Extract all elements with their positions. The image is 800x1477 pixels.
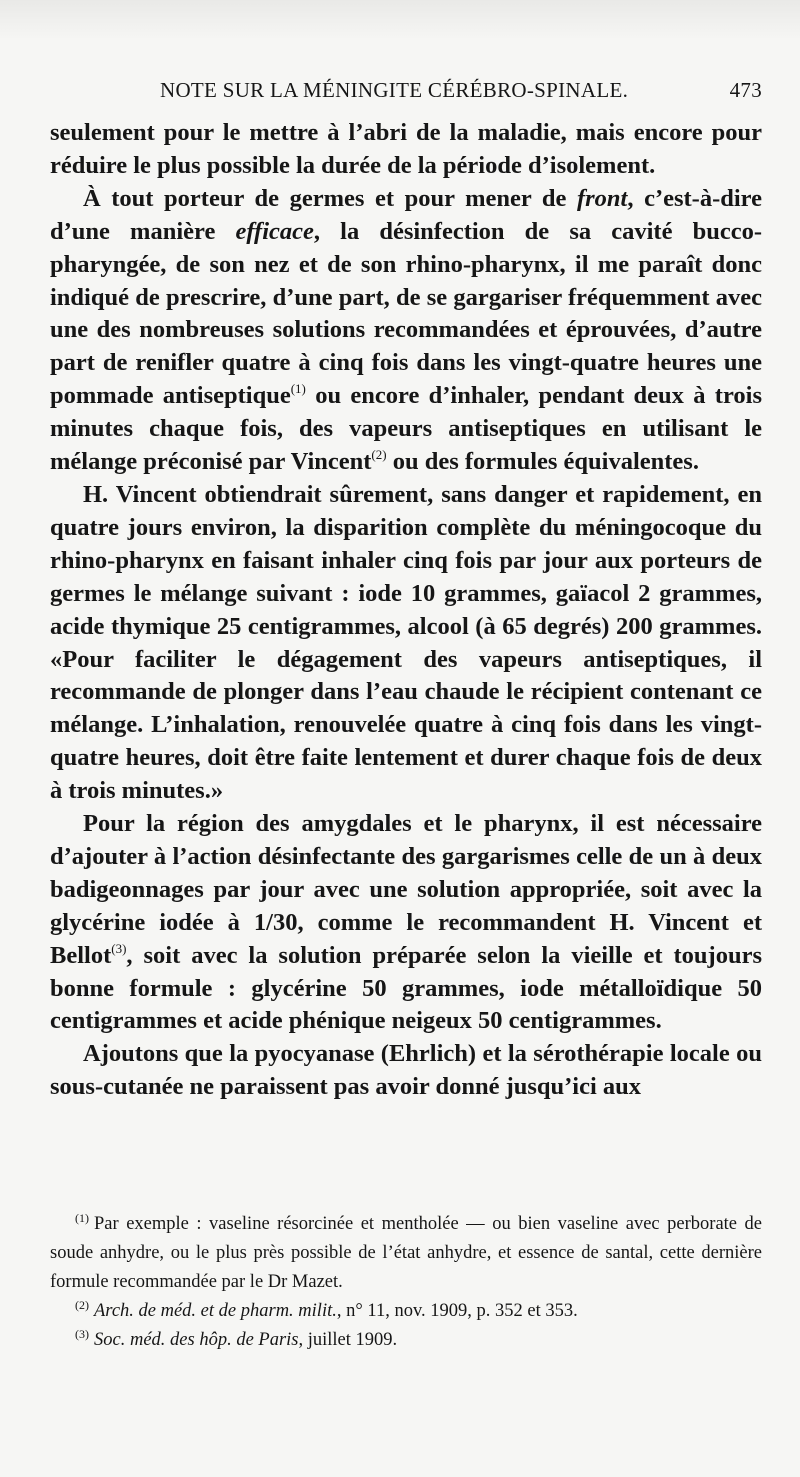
- footnote-3: [50, 1326, 762, 1355]
- paragraph-1: seulement pour le mettre à l’abri de la maladie, mais encore pour réduire le plus possible la durée de la période d’isolement.: [50, 119, 762, 179]
- footnote-3-source: Soc. méd. des hôp. de Paris: [94, 1330, 299, 1350]
- footnote-ref-1[interactable]: (1): [290, 381, 306, 397]
- footnote-1-text: Par exemple : vaseline résorcinée et mentholée — ou bien vaseline avec perborate de soude anhydre, ou le plus près possible de l’état anhydre, et essence de santal, cette dernière formule recommandée par le Dr Mazet.: [50, 1214, 762, 1292]
- paragraph-2-part-d: ou encore d’inhaler, pendant deux à trois minutes chaque fois, des vapeurs antiseptiques en utilisant le mélange préconisé par Vincent: [50, 382, 762, 476]
- footnote-2: [50, 1297, 762, 1326]
- footnote-1: [50, 1210, 762, 1297]
- footnote-3-mark: (3): [75, 1327, 89, 1341]
- paragraph-2-part-b: , c’est-à-dire d’une manière: [50, 184, 762, 245]
- running-title: NOTE SUR LA MÉNINGITE CÉRÉBRO-SPINALE.: [160, 78, 629, 102]
- main-text: [50, 117, 762, 1104]
- running-header: [50, 78, 762, 108]
- footnote-2-mark: (2): [75, 1298, 89, 1312]
- paragraph-2: [50, 183, 762, 479]
- paragraph-4: [50, 808, 762, 1038]
- footnotes: [50, 1210, 762, 1355]
- footnote-ref-2[interactable]: (2): [371, 447, 387, 463]
- footnote-ref-3[interactable]: (3): [111, 940, 127, 956]
- paragraph-2-part-a: À tout porteur de germes et pour mener de: [83, 184, 577, 212]
- paragraph-2-part-c: , la désinfection de sa cavité bucco-pharyngée, de son nez et de son rhino-pharynx, il me paraît donc indiqué de prescrire, d’une part, de se gargariser fréquemment avec une des nombreuses solutions recommandées et éprouvées, d’autre part de renifler quatre à cinq fois dans les vingt-quatre heures une pommade antiseptique: [50, 217, 762, 410]
- footnote-2-rest: , n° 11, nov. 1909, p. 352 et 353.: [336, 1301, 578, 1321]
- paragraph-4-part-a: Pour la région des amygdales et le pharynx, il est nécessaire d’ajouter à l’action désinfectante des gargarismes celle de un à deux badigeonnages par jour avec une solution appropriée, soit avec la glycérine iodée à 1/30, comme le recommandent H. Vincent et Bellot: [50, 810, 762, 969]
- paragraph-5: Ajoutons que la pyocyanase (Ehrlich) et la sérothérapie locale ou sous-cutanée ne paraissent pas avoir donné jusqu’ici aux: [50, 1040, 762, 1101]
- footnote-1-mark: (1): [75, 1211, 89, 1225]
- paragraph-3: H. Vincent obtiendrait sûrement, sans danger et rapidement, en quatre jours environ, la disparition complète du méningocoque du rhino-pharynx en faisant inhaler cinq fois par jour aux porteurs de germes le mélange suivant : iode 10 grammes, gaïacol 2 grammes, acide thymique 25 centigrammes, alcool (à 65 degrés) 200 grammes. «Pour faciliter le dégagement des vapeurs antiseptiques, il recommande de plonger dans l’eau chaude le récipient contenant ce mélange. L’inhalation, renouvelée quatre à cinq fois dans les vingt-quatre heures, doit être faite lentement et durer chaque fois de deux à trois minutes.»: [50, 480, 762, 805]
- paragraph-4-part-b: , soit avec la solution préparée selon la vieille et toujours bonne formule : glycérine 50 grammes, iode métalloïdique 50 centigrammes et acide phénique neigeux 50 centigrammes.: [50, 941, 762, 1035]
- paragraph-2-part-e: ou des formules équivalentes.: [386, 448, 699, 476]
- italic-front: front: [576, 184, 628, 212]
- italic-efficace: efficace: [235, 217, 314, 245]
- footnote-3-rest: , juillet 1909.: [298, 1330, 398, 1350]
- footnote-2-source: Arch. de méd. et de pharm. milit.: [94, 1301, 337, 1321]
- page-number: 473: [729, 78, 762, 102]
